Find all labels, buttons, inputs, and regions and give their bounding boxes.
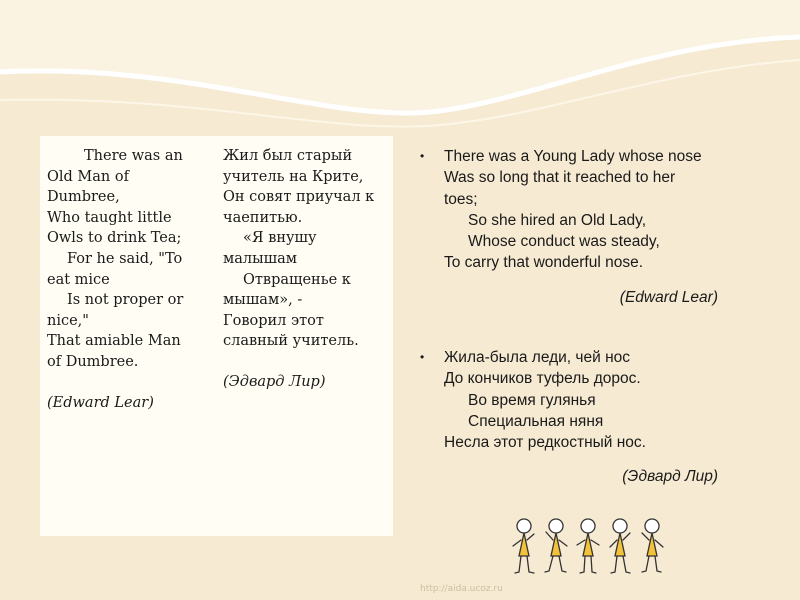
poem-line: That amiable Man bbox=[47, 333, 181, 350]
limerick-line: Во время гулянья bbox=[468, 391, 596, 409]
poem-line: Dumbree, bbox=[47, 189, 120, 206]
poem-english-column bbox=[47, 146, 212, 413]
limerick-russian bbox=[420, 347, 780, 488]
poem-line: eat mice bbox=[47, 271, 110, 288]
poem-line: малышам bbox=[223, 250, 298, 267]
poem-line: Жил был старый bbox=[223, 148, 353, 164]
poem-line: мышам», - bbox=[223, 292, 303, 309]
poem-line: Отвращенье к bbox=[243, 271, 351, 288]
limerick-line: To carry that wonderful nose. bbox=[444, 254, 644, 272]
poem-line: «Я внушу bbox=[243, 230, 317, 247]
poem-line: Он совят приучал к bbox=[223, 189, 375, 206]
poem-line: славный учитель. bbox=[223, 333, 359, 350]
limerick-line: toes; bbox=[444, 190, 478, 208]
poem-russian-column bbox=[223, 146, 388, 393]
poem-line: чаепитью. bbox=[223, 209, 303, 226]
limerick-line: There was a Young Lady whose nose bbox=[444, 148, 702, 165]
poem-line: of Dumbree. bbox=[47, 353, 139, 370]
poem-line: Говорил этот bbox=[223, 312, 324, 329]
limerick-line: So she hired an Old Lady, bbox=[468, 211, 647, 229]
poem-line: For he said, "To bbox=[67, 250, 183, 267]
poem-line: Owls to drink Tea; bbox=[47, 230, 182, 247]
poem-line: Is not proper or bbox=[67, 292, 184, 309]
limerick-author: (Edward Lear) bbox=[619, 288, 718, 306]
limerick-line: До кончиков туфель дорос. bbox=[444, 370, 641, 388]
limerick-line: Жила-была леди, чей нос bbox=[444, 349, 631, 366]
limerick-english bbox=[420, 146, 780, 308]
dancing-figures-illustration bbox=[510, 516, 670, 578]
limerick-line: Was so long that it reached to her bbox=[444, 169, 676, 187]
limerick-line: Несла этот редкостный нос. bbox=[444, 434, 646, 452]
poem-author: (Эдвард Лир) bbox=[223, 373, 326, 390]
poem-line: Who taught little bbox=[47, 209, 172, 226]
poem-line: nice," bbox=[47, 312, 89, 329]
watermark-url: http://aida.ucoz.ru bbox=[420, 584, 503, 594]
poem-line: учитель на Крите, bbox=[223, 168, 364, 185]
poem-line: There was an bbox=[84, 148, 183, 164]
poem-line: Old Man of bbox=[47, 168, 129, 185]
limerick-author: (Эдвард Лир) bbox=[622, 468, 718, 486]
bullet-icon: • bbox=[420, 350, 425, 364]
limerick-line: Whose conduct was steady, bbox=[468, 233, 660, 251]
poem-table bbox=[40, 136, 393, 536]
limerick-line: Специальная няня bbox=[468, 412, 604, 430]
bullet-icon: • bbox=[420, 149, 425, 163]
poem-author: (Edward Lear) bbox=[47, 394, 154, 411]
